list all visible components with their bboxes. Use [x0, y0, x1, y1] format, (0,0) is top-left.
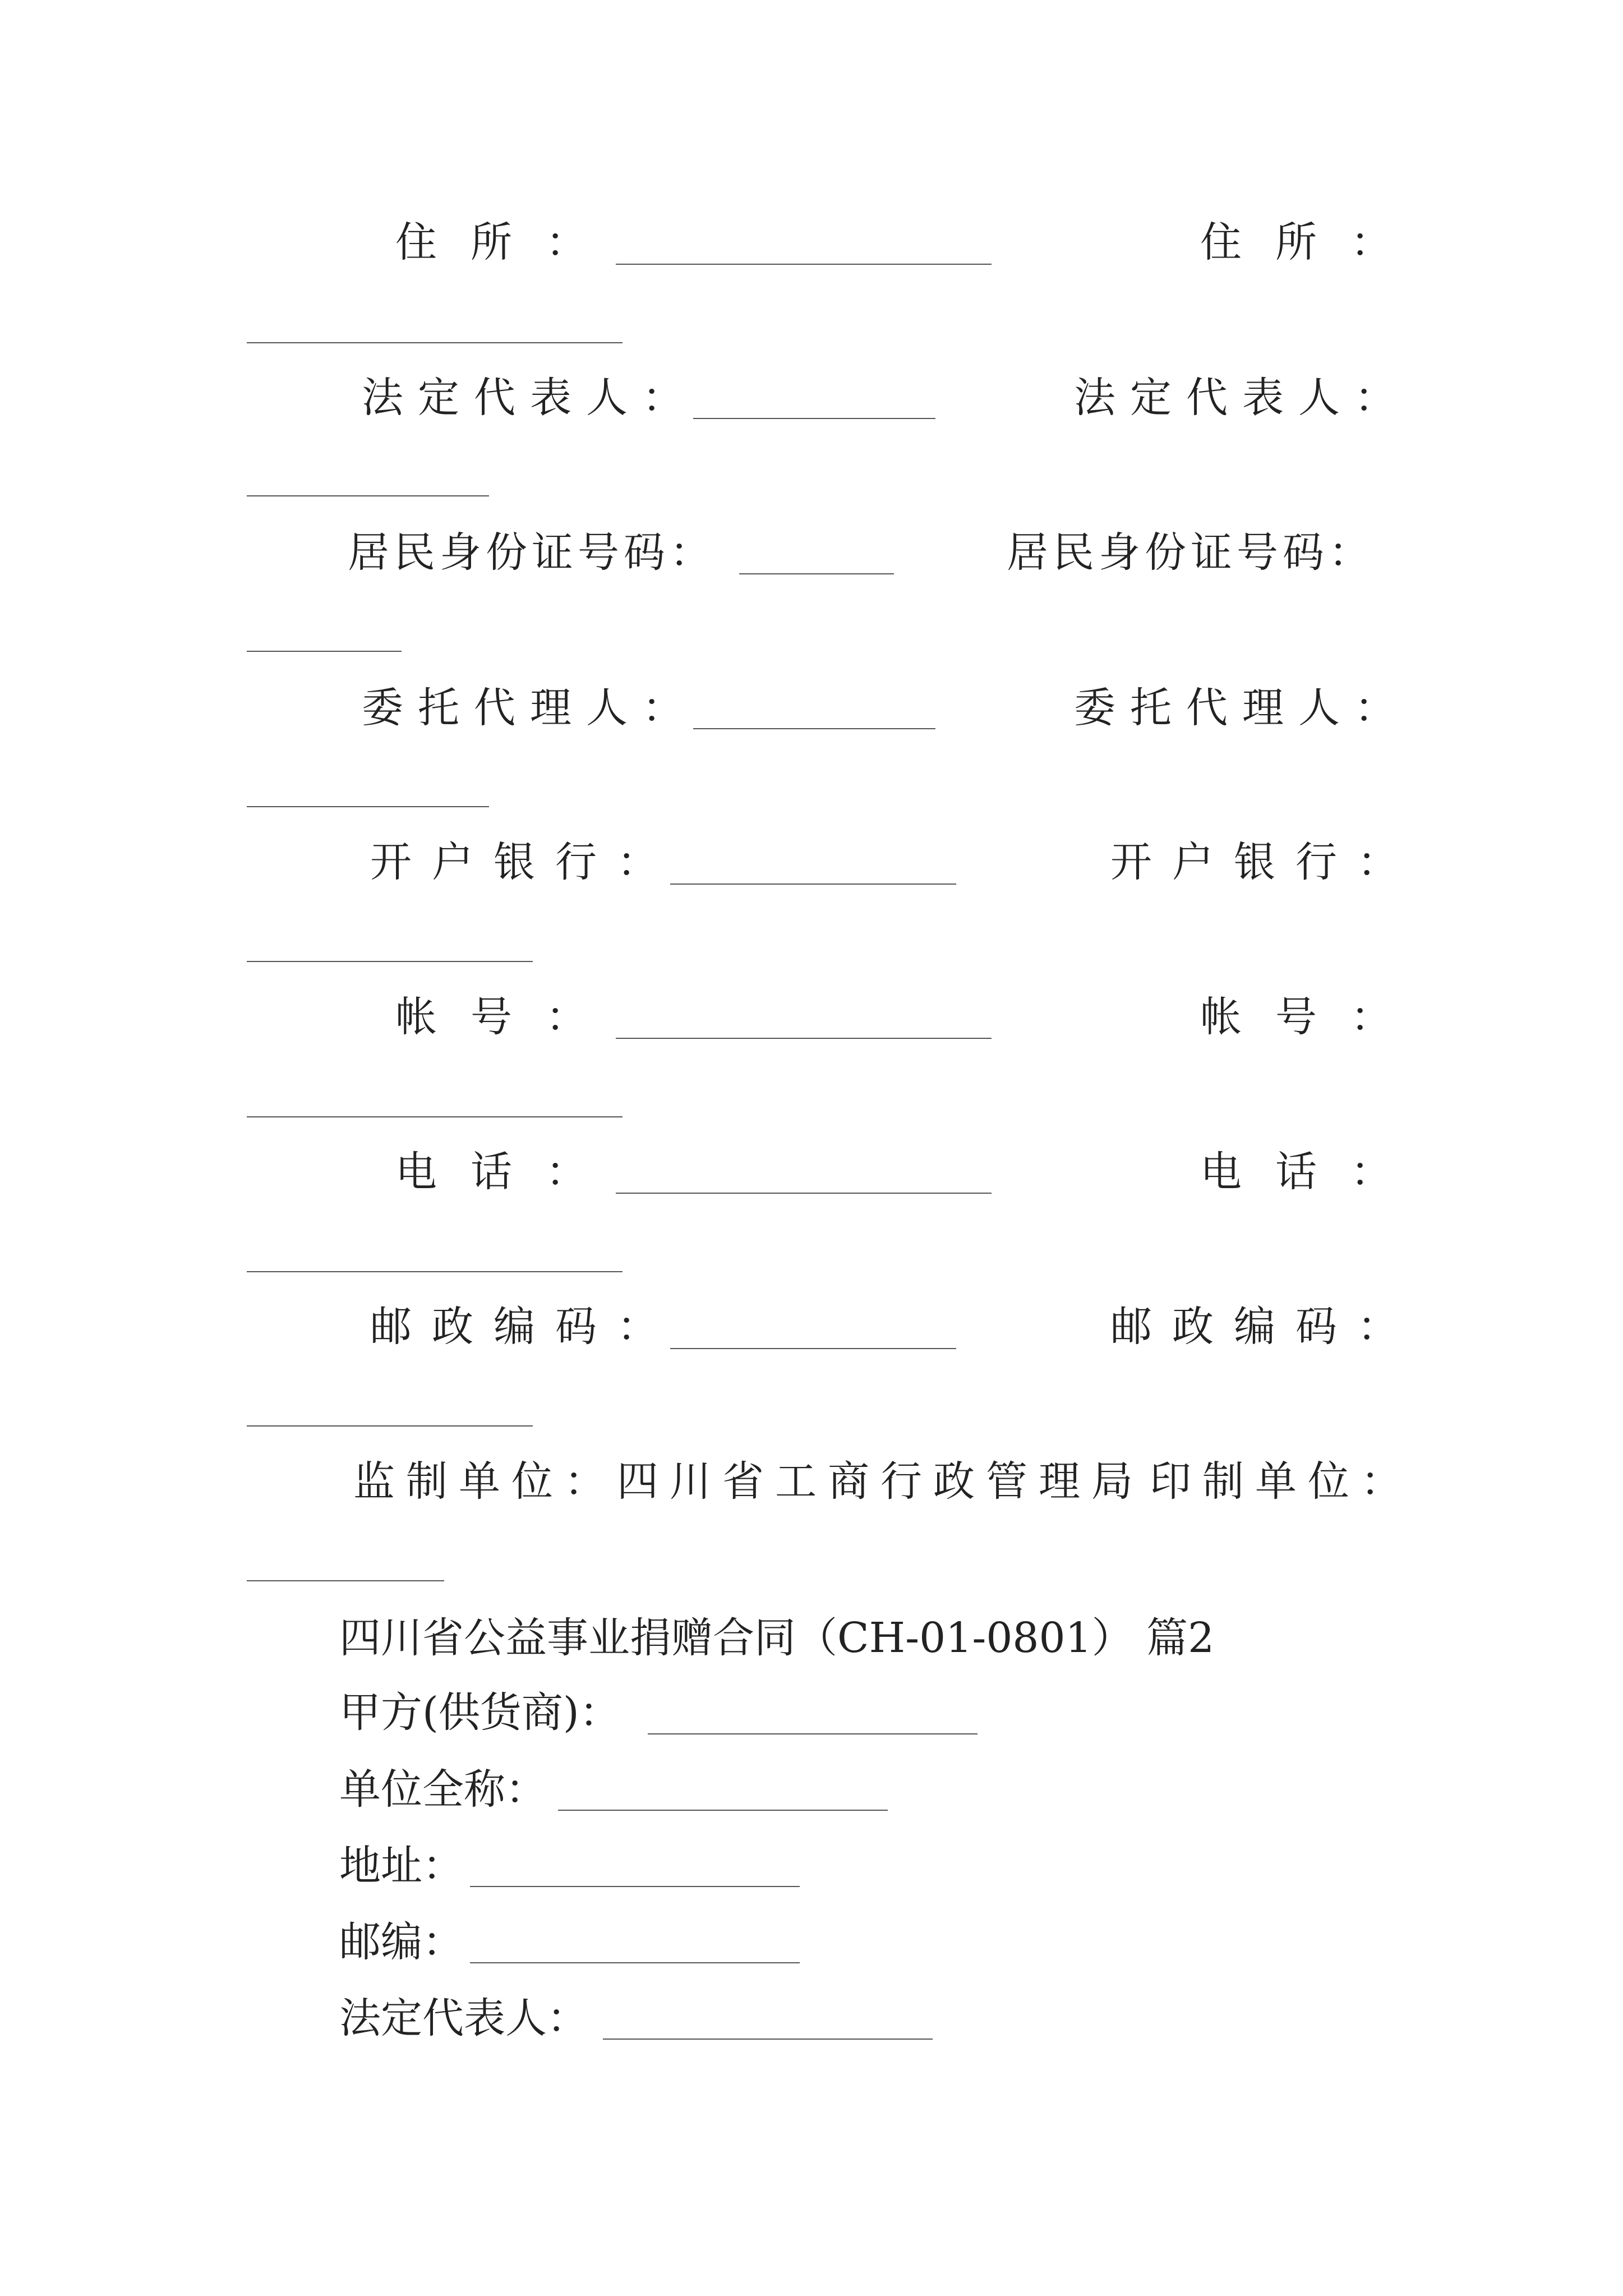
- label-account-right: 帐号：: [1200, 993, 1426, 1041]
- field-residence-right[interactable]: [247, 342, 623, 343]
- print-unit-label: 印制单位：: [1150, 1457, 1413, 1506]
- field-party-a[interactable]: [648, 1733, 978, 1734]
- field-postcode-left[interactable]: [670, 1348, 956, 1349]
- field-legal-rep-right[interactable]: [247, 495, 489, 496]
- label-phone-left: 电话：: [395, 1148, 621, 1196]
- field-postcode-right[interactable]: [247, 1425, 533, 1427]
- field-zip[interactable]: [470, 1962, 800, 1963]
- field-bank-left[interactable]: [670, 884, 956, 885]
- field-print-unit[interactable]: [247, 1580, 444, 1581]
- label-agent-right: 委托代理人：: [1074, 684, 1410, 732]
- label-unit-fullname: 单位全称：: [339, 1765, 547, 1814]
- section2-title: 四川省公益事业捐赠合同（CH-01-0801） 篇2: [339, 1614, 1215, 1662]
- label-bank-right: 开户银行：: [1110, 838, 1419, 886]
- field-account-right[interactable]: [247, 1116, 623, 1117]
- field-phone-right[interactable]: [247, 1271, 623, 1272]
- field-address[interactable]: [470, 1886, 800, 1887]
- field-residence-left[interactable]: [616, 264, 992, 265]
- label-residence-left: 住所：: [395, 218, 621, 266]
- label-address: 地址：: [339, 1842, 464, 1890]
- field-unit-fullname[interactable]: [558, 1810, 888, 1811]
- label-id-number-left: 居民身份证号码：: [348, 528, 716, 577]
- label-id-number-right: 居民身份证号码：: [1007, 528, 1375, 577]
- label-phone-right: 电话：: [1200, 1148, 1426, 1196]
- field-legal-rep-2[interactable]: [603, 2039, 933, 2040]
- label-agent-left: 委托代理人：: [362, 684, 698, 732]
- field-account-left[interactable]: [616, 1038, 992, 1039]
- label-residence-right: 住所：: [1200, 218, 1426, 266]
- supervision-unit: 监制单位：四川省工商行政管理局: [353, 1457, 1144, 1506]
- label-account-left: 帐号：: [395, 993, 621, 1041]
- label-postcode-left: 邮政编码：: [370, 1303, 679, 1351]
- label-zip: 邮编：: [339, 1918, 464, 1966]
- field-agent-right[interactable]: [247, 806, 489, 807]
- label-bank-left: 开户银行：: [370, 838, 679, 886]
- field-phone-left[interactable]: [616, 1193, 992, 1194]
- label-postcode-right: 邮政编码：: [1110, 1303, 1419, 1351]
- field-bank-right[interactable]: [247, 961, 533, 962]
- label-party-a: 甲方(供货商)：: [339, 1688, 621, 1737]
- label-legal-rep-left: 法定代表人：: [362, 374, 698, 422]
- label-legal-rep-2: 法定代表人：: [339, 1994, 588, 2042]
- field-id-number-right[interactable]: [247, 651, 402, 652]
- field-legal-rep-left[interactable]: [693, 418, 935, 419]
- field-id-number-left[interactable]: [739, 573, 894, 574]
- label-legal-rep-right: 法定代表人：: [1074, 374, 1410, 422]
- field-agent-left[interactable]: [693, 728, 935, 729]
